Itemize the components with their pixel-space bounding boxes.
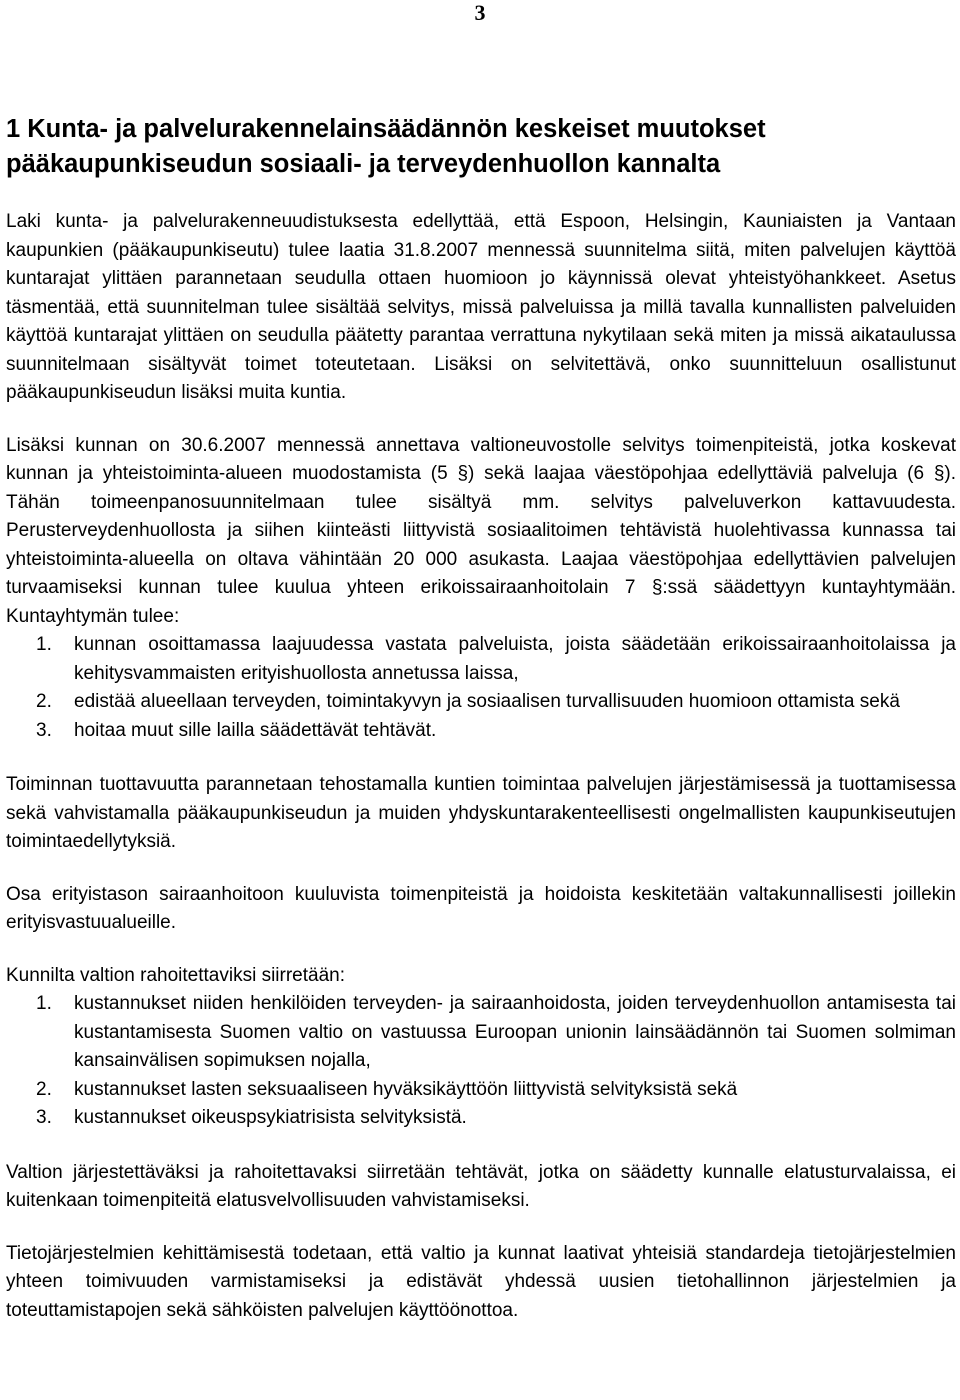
list-item xyxy=(6,688,956,717)
list-item-text: kustannukset lasten seksuaaliseen hyväksikäyttöön liittyvistä selvityksistä sekä xyxy=(74,1078,738,1100)
paragraph-child-support: Valtion järjestettäväksi ja rahoitettavaksi siirretään tehtävät, jotka on säädetty kunnalle elatusturvalaissa, ei kuitenkaan toimenpiteitä elatusvelvollisuuden vahvistamiseksi. xyxy=(6,1161,956,1211)
paragraph-special-care: Osa erityistason sairaanhoitoon kuuluvista toimenpiteistä ja hoidoista keskitetään valtakunnallisesti joillekin erityisvastuualueille. xyxy=(6,883,956,933)
page-number: 3 xyxy=(474,0,486,25)
list-item-number: 1. xyxy=(36,634,52,655)
list-item-number: 3. xyxy=(36,1107,52,1128)
list-item-number: 1. xyxy=(36,993,52,1014)
paragraph-plan-requirement: Laki kunta- ja palvelurakenneuudistuksesta edellyttää, että Espoon, Helsingin, Kauniaisten ja Vantaan kaupunkien (pääkaupunkiseutu) tulee laatia 31.8.2007 mennessä suunnitelma siitä, miten palvelujen käyttöä kuntarajat ylittäen parannetaan seudulla ottaen huomioon jo käynnissä olevat yhteistyöhankkeet. Asetus täsmentää, että suunnitelman tulee sisältää selvitys, missä palveluissa ja millä tavalla kunnallisten palveluiden käyttöä kuntarajat ylittäen on seudulla päätetty parantaa verrattuna nykytilaan sekä miten ja missä aikataulussa suunnitelmaan sisältyvät toimet toteutetaan. Lisäksi on selvitettävä, onko suunnitteluun osallistunut pääkaupunkiseudun lisäksi muita kuntia. xyxy=(6,211,956,403)
list-item xyxy=(6,990,956,1076)
list-item-number: 2. xyxy=(36,1078,52,1100)
federation-duties-list xyxy=(6,631,956,745)
list-item xyxy=(6,717,956,746)
list-item xyxy=(6,1076,956,1105)
paragraph-information-systems: Tietojärjestelmien kehittämisestä todetaan, että valtio ja kunnat laativat yhteisiä standardeja tietojärjestelmien yhteen toimivuuden varmistamiseksi ja edistävät yhdessä uusien tietohallinnon järjestelmien ja toteuttamistapojen sekä sähköisten palvelujen käyttöönottoa. xyxy=(6,1242,956,1321)
section-heading: 1 Kunta- ja palvelurakennelainsäädännön keskeiset muutokset pääkaupunkiseudun sosiaali- ja terveydenhuollon kannalta xyxy=(6,115,766,178)
list-item-text: kustannukset niiden henkilöiden terveyden- ja sairaanhoidosta, joiden terveydenhuollon antamisesta tai kustantamisesta Suomen valtio on vastuussa Euroopan unionin lainsäädännön tai Suomen solmiman kansainvälisen sopimuksen nojalla, xyxy=(74,993,956,1071)
list-item xyxy=(6,631,956,688)
list-item-text: hoitaa muut sille lailla säädettävät tehtävät. xyxy=(74,719,437,741)
state-funded-costs-list xyxy=(6,990,956,1133)
list-item xyxy=(6,1104,956,1133)
list-item-text: kustannukset oikeuspsykiatrisista selvityksistä. xyxy=(74,1107,467,1128)
list-item-text: kunnan osoittamassa laajuudessa vastata palveluista, joista säädetään erikoissairaanhoitolaissa ja kehitysvammaisten erityishuollosta annetussa laissa, xyxy=(74,634,956,684)
list-item-number: 3. xyxy=(36,719,52,741)
paragraph-productivity: Toiminnan tuottavuutta parannetaan tehostamalla kuntien toimintaa palvelujen järjestämisessä ja tuottamisessa sekä vahvistamalla pääkaupunkiseudun ja muiden yhdyskuntarakenteellisesti ongelmallisten kaupunkiseutujen toimintaedellytyksiä. xyxy=(6,774,956,852)
list-item-number: 2. xyxy=(36,691,52,712)
paragraph-state-funding: Kunnilta valtion rahoitettaviksi siirretään: xyxy=(6,964,346,986)
document-body xyxy=(6,112,956,1349)
paragraph-implementation-plan: Lisäksi kunnan on 30.6.2007 mennessä annettava valtioneuvostolle selvitys toimenpiteistä, jotka koskevat kunnan ja yhteistoiminta-alueen muodostamista (5 §) sekä laajaa väestöpohjaa edellyttäviä palveluja (6 §). Tähän toimeenpanosuunnitelmaan tulee sisältyä mm. selvitys palveluverkon kattavuudesta. Perusterveydenhuollosta ja siihen kiinteästi liittyvistä sosiaalitoimen tehtävistä huolehtivassa kunnassa tai yhteistoiminta-alueella on oltava vähintään 20 000 asukasta. Laajaa väestöpohjaa edellyttävien palvelujen turvaamiseksi kunnan tulee kuulua yhteen erikoissairaanhoitolain 7 §:ssä säädettyyn kuntayhtymään. Kuntayhtymän tulee: xyxy=(6,434,956,627)
list-item-text: edistää alueellaan terveyden, toimintakyvyn ja sosiaalisen turvallisuuden huomioon ottamista sekä xyxy=(74,691,900,712)
